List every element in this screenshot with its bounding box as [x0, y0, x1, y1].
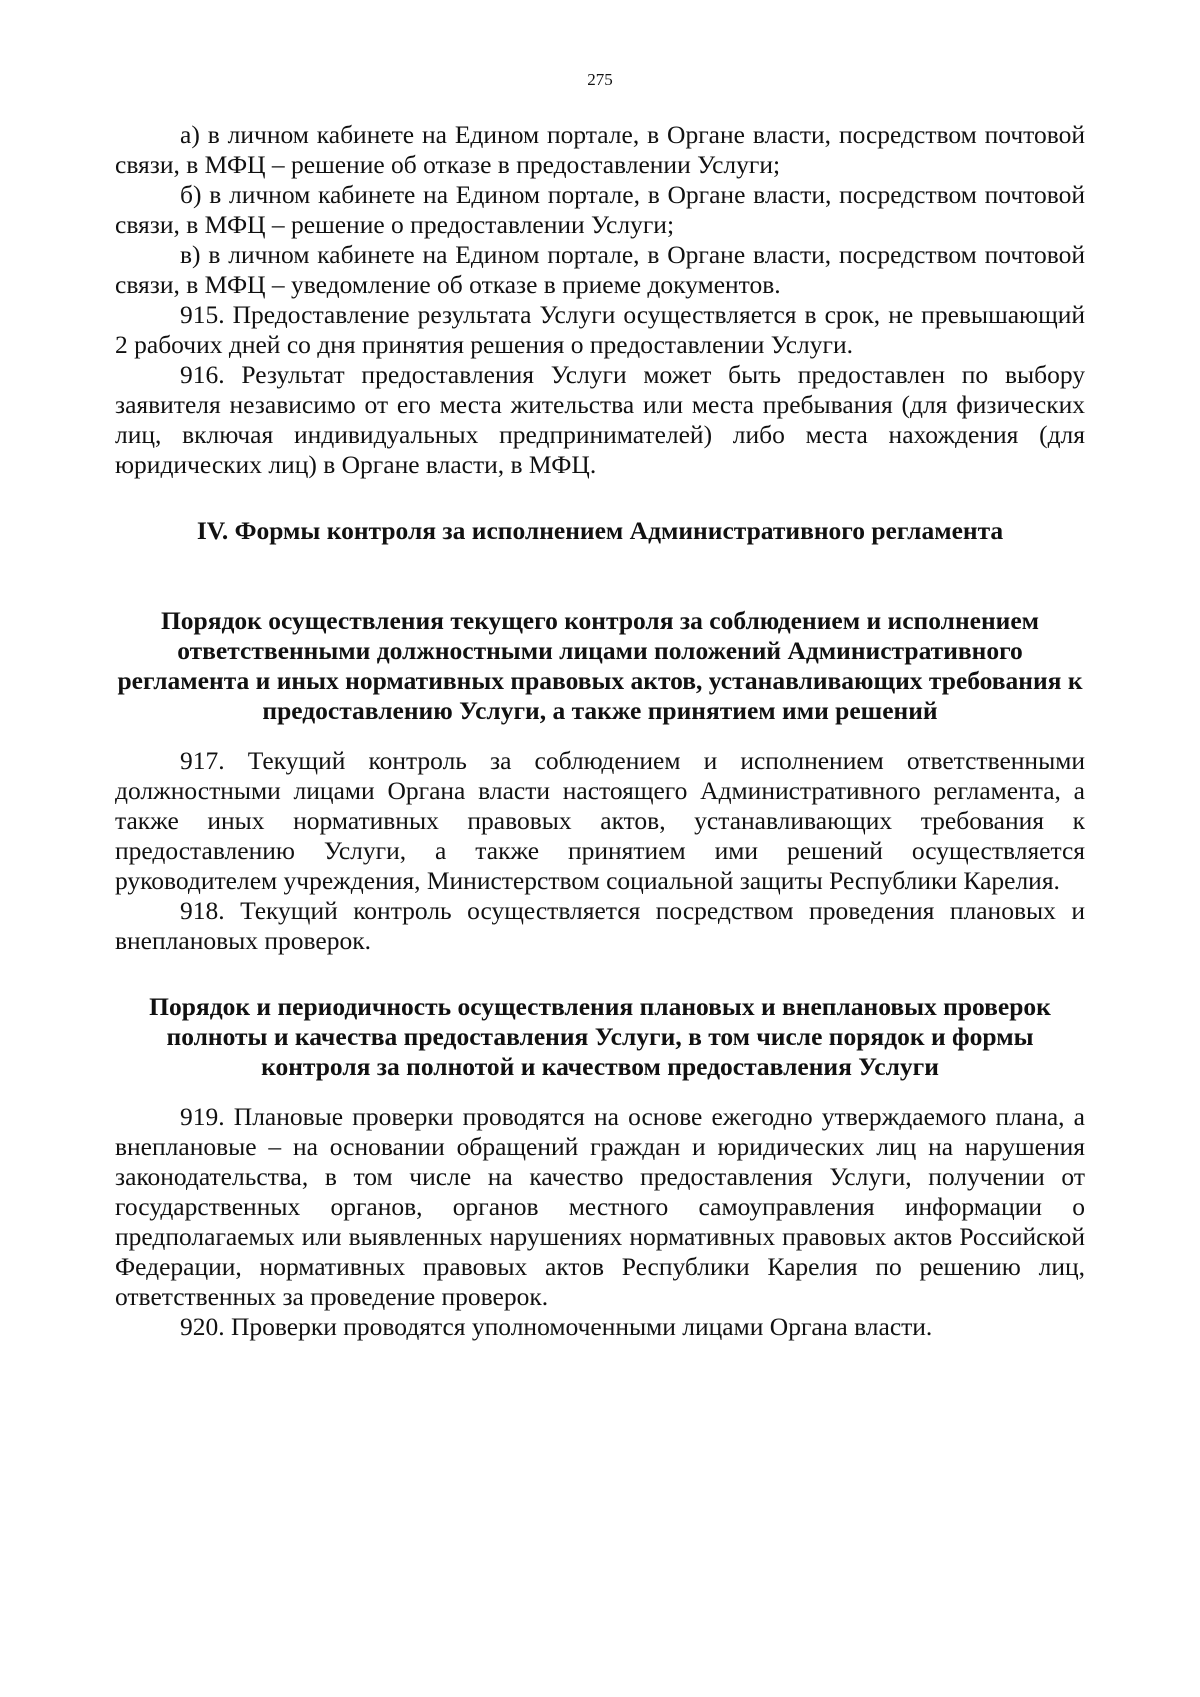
paragraph-916: 916. Результат предоставления Услуги может быть предоставлен по выбору заявителя независимо от его места жительства или места пребывания (для физических лиц, включая индивидуальных предпринимателей) либо места нахождения (для юридических лиц) в Органе власти, в МФЦ.	[115, 360, 1085, 479]
paragraph-920: 920. Проверки проводятся уполномоченными лицами Органа власти.	[180, 1312, 933, 1341]
paragraph-918: 918. Текущий контроль осуществляется посредством проведения плановых и внеплановых проверок.	[115, 896, 1085, 955]
paragraph-v: в) в личном кабинете на Едином портале, в Органе власти, посредством почтовой связи, в МФЦ – уведомление об отказе в приеме документов.	[115, 240, 1085, 299]
paragraph-915: 915. Предоставление результата Услуги осуществляется в срок, не превышающий 2 рабочих дней со дня принятия решения о предоставлении Услуги.	[115, 300, 1085, 359]
paragraph-919: 919. Плановые проверки проводятся на основе ежегодно утверждаемого плана, а внеплановые – на основании обращений граждан и юридических лиц на нарушения законодательства, в том числе на качество предоставления Услуги, получении от государственных органов, органов местного самоуправления информации о предполагаемых или выявленных нарушениях нормативных правовых актов Российской Федерации, нормативных правовых актов Республики Карелия по решению лиц, ответственных за проведение проверок.	[115, 1102, 1085, 1311]
paragraph-a: а) в личном кабинете на Едином портале, в Органе власти, посредством почтовой связи, в МФЦ – решение об отказе в предоставлении Услуги;	[115, 120, 1085, 179]
spacer	[115, 726, 1085, 746]
spacer	[115, 956, 1085, 992]
subsection-heading-inspections: Порядок и периодичность осуществления плановых и внеплановых проверок полноты и качества предоставления Услуги, в том числе порядок и формы контроля за полнотой и качеством предоставления Услуги	[149, 992, 1051, 1081]
document-body	[115, 120, 1085, 1342]
paragraph-917: 917. Текущий контроль за соблюдением и исполнением ответственными должностными лицами Органа власти настоящего Административного регламента, а также иных нормативных правовых актов, устанавливающих требования к предоставлению Услуги, а также принятием ими решений осуществляется руководителем учреждения, Министерством социальной защиты Республики Карелия.	[115, 746, 1085, 895]
spacer	[115, 1082, 1085, 1102]
section-heading: IV. Формы контроля за исполнением Административного регламента	[196, 516, 1004, 545]
spacer	[115, 480, 1085, 516]
page-number: 275	[587, 70, 613, 89]
paragraph-b: б) в личном кабинете на Едином портале, в Органе власти, посредством почтовой связи, в МФЦ – решение о предоставлении Услуги;	[115, 180, 1085, 239]
subsection-heading-current-control: Порядок осуществления текущего контроля за соблюдением и исполнением ответственными должностными лицами положений Административного регламента и иных нормативных правовых актов, устанавливающих требования к предоставлению Услуги, а также принятием ими решений	[117, 606, 1083, 725]
spacer	[115, 546, 1085, 606]
